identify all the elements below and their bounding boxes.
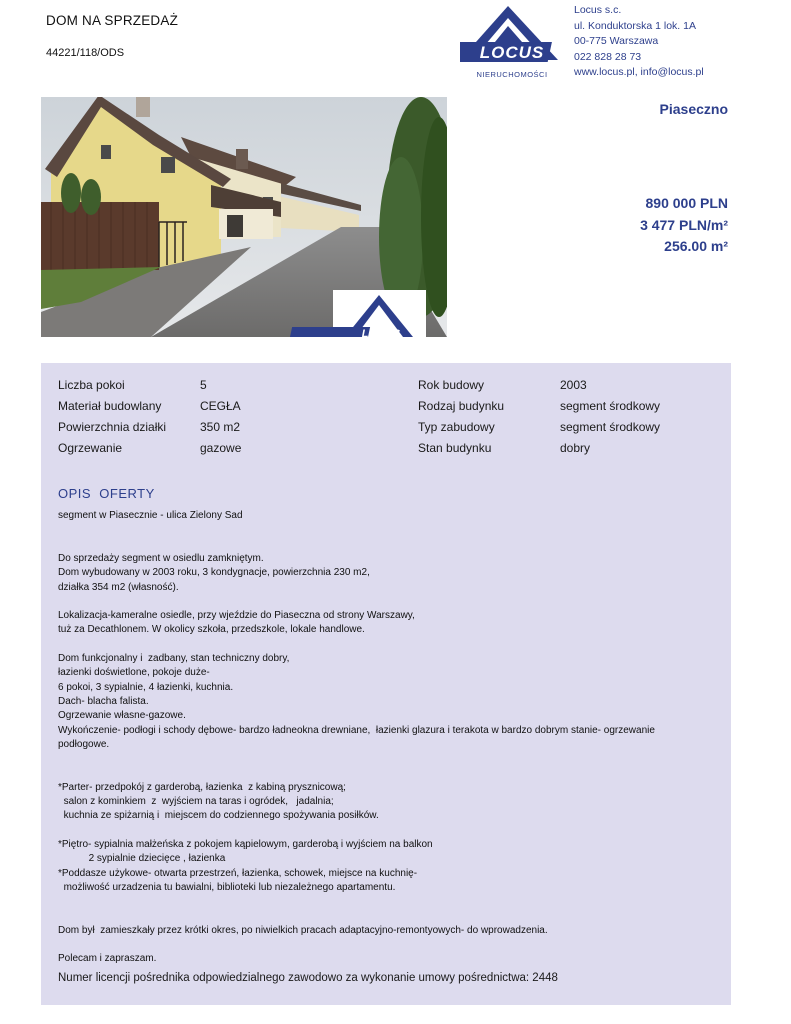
param-value: 2003	[560, 378, 587, 392]
agency-web[interactable]: www.locus.pl, info@locus.pl	[574, 66, 704, 79]
param-label: Rodzaj budynku	[418, 399, 505, 413]
description-line: *Piętro- sypialnia małżeńska z pokojem kąpielowym, garderobą i wyjściem na balkon	[58, 838, 433, 850]
listing-price: 890 000 PLN	[645, 195, 728, 211]
description-line: 2 sypialnie dziecięce , łazienka	[58, 853, 226, 865]
description-subtitle: segment w Piasecznie - ulica Zielony Sad	[58, 510, 243, 521]
agency-phone: 022 828 28 73	[574, 50, 642, 63]
param-label: Materiał budowlany	[58, 399, 162, 413]
param-value: dobry	[560, 441, 591, 455]
license-number: Numer licencji pośrednika odpowiedzialnego zawodowo za wykonanie umowy pośrednictwa: 2448	[58, 972, 558, 984]
param-label: Stan budynku	[418, 441, 492, 455]
param-value: 350 m2	[200, 420, 241, 434]
description-heading: OPIS OFERTY	[58, 486, 155, 501]
param-label: Rok budowy	[418, 378, 485, 392]
description-line: Wykończenie- podłogi i schody dębowe- bardzo ładneokna drewniane, łazienki glazura i terakota w bardzo dobrym stanie- ogrzewanie	[58, 724, 655, 736]
param-label: Powierzchnia działki	[58, 420, 167, 434]
description-line: Lokalizacja-kameralne osiedle, przy wjeździe do Piaseczna od strony Warszawy,	[58, 610, 415, 622]
property-parameters	[58, 378, 708, 462]
locus-logo	[460, 4, 565, 82]
description-line: kuchnia ze spiżarnią i miejscem do codziennego spożywania posiłków.	[58, 810, 379, 822]
svg-text:LOCUS: LOCUS	[479, 43, 545, 62]
agency-street: ul. Konduktorska 1 lok. 1A	[574, 19, 696, 32]
description-line: Do sprzedaży segment w osiedlu zamkniętym.	[58, 553, 264, 564]
param-label: Typ zabudowy	[418, 420, 495, 434]
param-row	[58, 441, 708, 462]
price-block	[640, 193, 728, 258]
svg-text:NIERUCHOMOŚCI: NIERUCHOMOŚCI	[476, 70, 548, 79]
description-line: łazienki doświetlone, pokoje duże-	[58, 667, 210, 679]
description-line: Dom był zamieszkały przez krótki okres, po niwielkich pracach adaptacyjno-remontyowych- do wprowadzenia.	[58, 924, 548, 936]
listing-area: 256.00 m²	[664, 238, 728, 254]
param-value: gazowe	[200, 441, 242, 455]
param-value: CEGŁA	[200, 399, 241, 413]
document-title: DOM NA SPRZEDAŻ	[46, 13, 179, 28]
description-line: Dom wybudowany w 2003 roku, 3 kondygnacje, powierzchnia 230 m2,	[58, 567, 370, 579]
description-line: możliwość urzadzenia tu bawialni, biblioteki lub niezależnego apartamentu.	[58, 881, 396, 893]
param-value: 5	[200, 378, 207, 392]
watermark-logo-text: LOCUS	[361, 328, 401, 337]
param-row	[58, 399, 708, 420]
description-line: podłogowe.	[58, 738, 110, 750]
agency-city: 00-775 Warszawa	[574, 35, 659, 48]
description-line: Dach- blacha falista.	[58, 695, 149, 707]
agency-name: Locus s.c.	[574, 4, 622, 16]
description-line: salon z kominkiem z wyjściem na taras i ogródek, jadalnia;	[58, 796, 334, 808]
param-row	[58, 420, 708, 441]
description-line: Polecam i zapraszam.	[58, 953, 157, 965]
description-line: Dom funkcjonalny i zadbany, stan techniczny dobry,	[58, 653, 290, 665]
agency-contact	[574, 3, 704, 81]
param-label: Ogrzewanie	[58, 441, 123, 455]
description-line: *Poddasze użykowe- otwarta przestrzeń, łazienka, schowek, miejsce na kuchnię-	[58, 867, 418, 879]
param-value: segment środkowy	[560, 399, 661, 413]
param-label: Liczba pokoi	[58, 378, 125, 392]
param-row	[58, 378, 708, 399]
param-value: segment środkowy	[560, 420, 661, 434]
description-line: działka 354 m2 (własność).	[58, 581, 179, 593]
description-line: tuż za Decathlonem. W okolicy szkoła, przedszkole, lokale handlowe.	[58, 624, 365, 636]
description-line: *Parter- przedpokój z garderobą, łazienka z kabiną prysznicową;	[58, 781, 346, 793]
listing-price-per-m2: 3 477 PLN/m²	[640, 216, 728, 233]
description-body	[58, 552, 718, 967]
description-line: 6 pokoi, 3 sypialnie, 4 łazienki, kuchnia.	[58, 681, 234, 693]
offer-reference: 44221/118/ODS	[46, 47, 125, 59]
property-photo	[41, 97, 447, 337]
listing-location: Piaseczno	[659, 101, 728, 117]
description-line: Ogrzewanie własne-gazowe.	[58, 710, 186, 722]
